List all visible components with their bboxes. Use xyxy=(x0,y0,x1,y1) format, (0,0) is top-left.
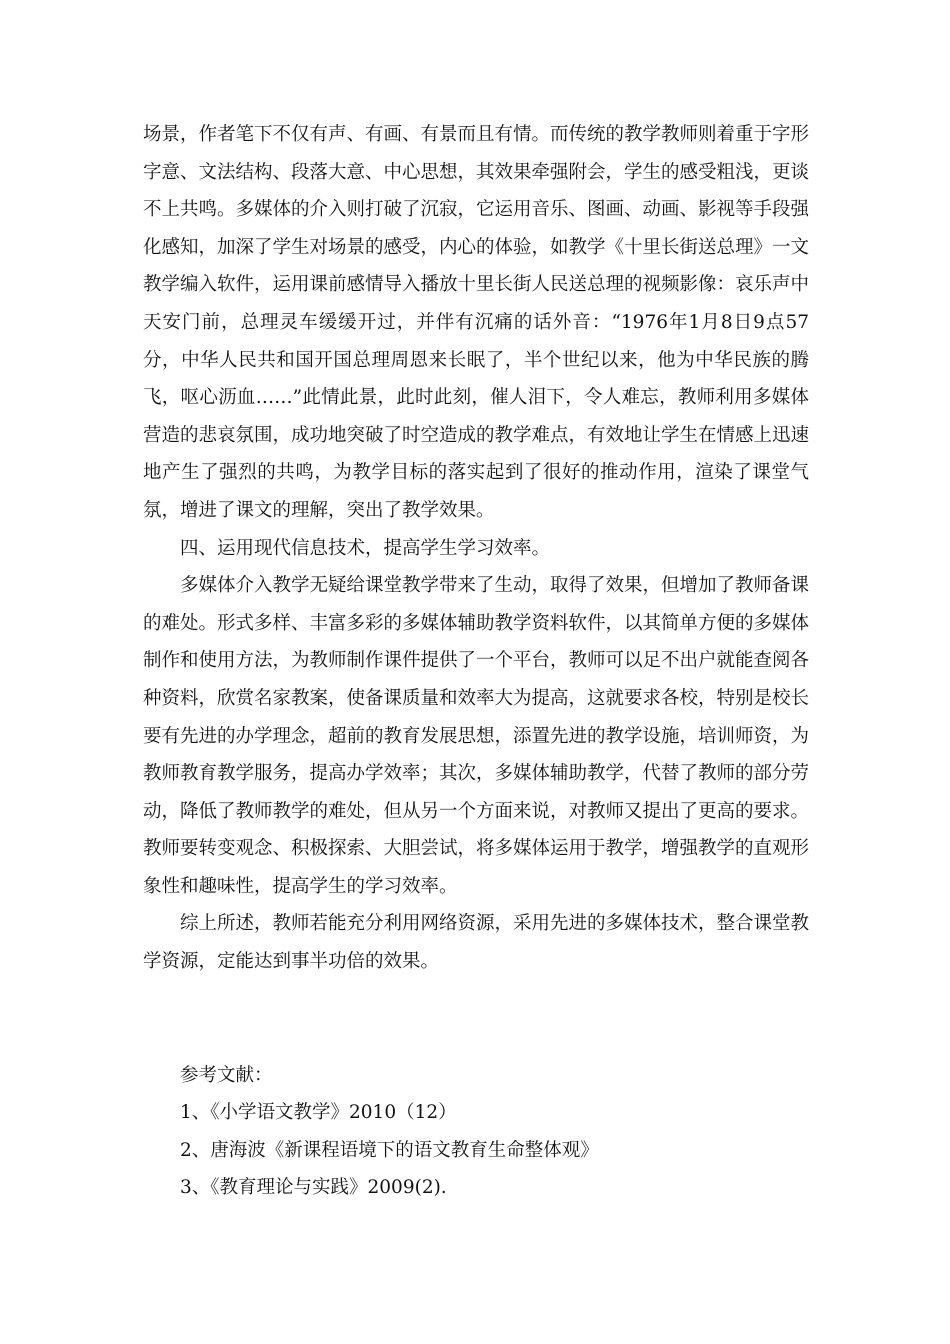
section-spacer xyxy=(143,981,809,1057)
reference-item-1: 1、《小学语文教学》2010（12） xyxy=(180,1102,457,1124)
section-heading-four: 四、运用现代信息技术，提高学生学习效率。 xyxy=(180,537,551,559)
reference-item-2: 2、唐海波《新课程语境下的语文教育生命整体观》 xyxy=(180,1139,599,1161)
body-paragraph-2: 多媒体介入教学无疑给课堂教学带来了生动，取得了效果，但增加了教师备课的难处。形式多样、丰富多彩的多媒体辅助教学资料软件，以其简单方便的多媒体制作和使用方法，为教师制作课件提供了一个平台，教师可以足不出户就能查阅各种资料，欣赏名家教案，使备课质量和效率大为提高，这就要求各校，特别是校长要有先进的办学理念，超前的教育发展思想，添置先进的教学设施，培训师资，为教师教育教学服务，提高办学效率；其次，多媒体辅助教学，代替了教师的部分劳动，降低了教师教学的难处，但从另一个方面来说，对教师又提出了更高的要求。教师要转变观念、积极探索、大胆尝试，将多媒体运用于教学，增强教学的直观形象性和趣味性，提高学生的学习效率。 xyxy=(143,575,810,897)
document-page xyxy=(143,116,809,1207)
reference-item-3: 3、《教育理论与实践》2009(2). xyxy=(180,1177,447,1199)
references-heading: 参考文献： xyxy=(180,1064,273,1086)
body-paragraph-1: 场景，作者笔下不仅有声、有画、有景而且有情。而传统的教学教师则着重于字形字意、文法结构、段落大意、中心思想，其效果牵强附会，学生的感受粗浅，更谈不上共鸣。多媒体的介入则打破了沉寂，它运用音乐、图画、动画、影视等手段强化感知，加深了学生对场景的感受，内心的体验，如教学《十里长街送总理》一文教学编入软件，运用课前感情导入播放十里长街人民送总理的视频影像：哀乐声中天安门前，总理灵车缓缓开过，并伴有沉痛的话外音：“1976年1月8日9点57分，中华人民共和国开国总理周恩来长眠了，半个世纪以来，他为中华民族的腾飞，呕心沥血……”此情此景，此时此刻，催人泪下，令人难忘，教师利用多媒体营造的悲哀氛围，成功地突破了时空造成的教学难点，有效地让学生在情感上迅速地产生了强烈的共鸣，为教学目标的落实起到了很好的推动作用，渲染了课堂气氛，增进了课文的理解，突出了教学效果。 xyxy=(143,124,810,521)
conclusion-paragraph: 综上所述，教师若能充分利用网络资源，采用先进的多媒体技术，整合课堂教学资源，定能达到事半功倍的效果。 xyxy=(143,913,810,973)
references-section xyxy=(143,1057,809,1207)
